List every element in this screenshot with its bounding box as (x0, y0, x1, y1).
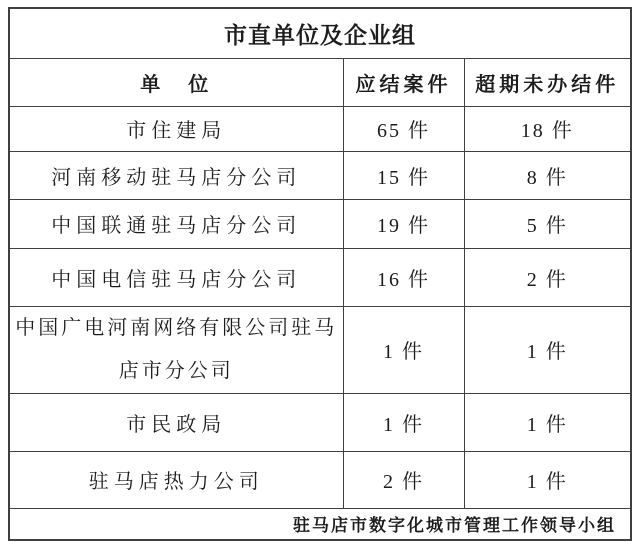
overdue-cases-cell: 18 件 (464, 106, 631, 151)
page-title: 市直单位及企业组 (9, 8, 631, 58)
unit-name-cell: 河南移动驻马店分公司 (9, 151, 343, 199)
unit-name-cell: 驻马店热力公司 (9, 451, 343, 508)
table-row (9, 151, 631, 199)
table-row (9, 106, 631, 151)
due-cases-cell: 15 件 (343, 151, 464, 199)
column-header-due: 应结案件 (343, 58, 464, 106)
unit-name-cell: 市住建局 (9, 106, 343, 151)
overdue-cases-cell: 8 件 (464, 151, 631, 199)
table-row (9, 451, 631, 508)
table-row (9, 306, 631, 393)
signature-line: 驻马店市数字化城市管理工作领导小组 (9, 508, 631, 540)
overdue-cases-cell: 1 件 (464, 306, 631, 393)
column-header-overdue: 超期未办结件 (464, 58, 631, 106)
due-cases-cell: 65 件 (343, 106, 464, 151)
table-row (9, 393, 631, 451)
column-header-unit: 单 位 (9, 58, 343, 106)
overdue-cases-cell: 2 件 (464, 248, 631, 306)
unit-name-cell: 中国广电河南网络有限公司驻马店市分公司 (9, 306, 343, 393)
unit-name-cell: 中国联通驻马店分公司 (9, 199, 343, 248)
overdue-cases-cell: 1 件 (464, 393, 631, 451)
table-row (9, 199, 631, 248)
units-report-table (8, 7, 632, 541)
table-title-row (9, 8, 631, 58)
due-cases-cell: 19 件 (343, 199, 464, 248)
table-row (9, 248, 631, 306)
due-cases-cell: 16 件 (343, 248, 464, 306)
due-cases-cell: 1 件 (343, 393, 464, 451)
unit-name-cell: 市民政局 (9, 393, 343, 451)
due-cases-cell: 1 件 (343, 306, 464, 393)
overdue-cases-cell: 1 件 (464, 451, 631, 508)
due-cases-cell: 2 件 (343, 451, 464, 508)
table-footer-row (9, 508, 631, 540)
table-header-row (9, 58, 631, 106)
overdue-cases-cell: 5 件 (464, 199, 631, 248)
unit-name-cell: 中国电信驻马店分公司 (9, 248, 343, 306)
